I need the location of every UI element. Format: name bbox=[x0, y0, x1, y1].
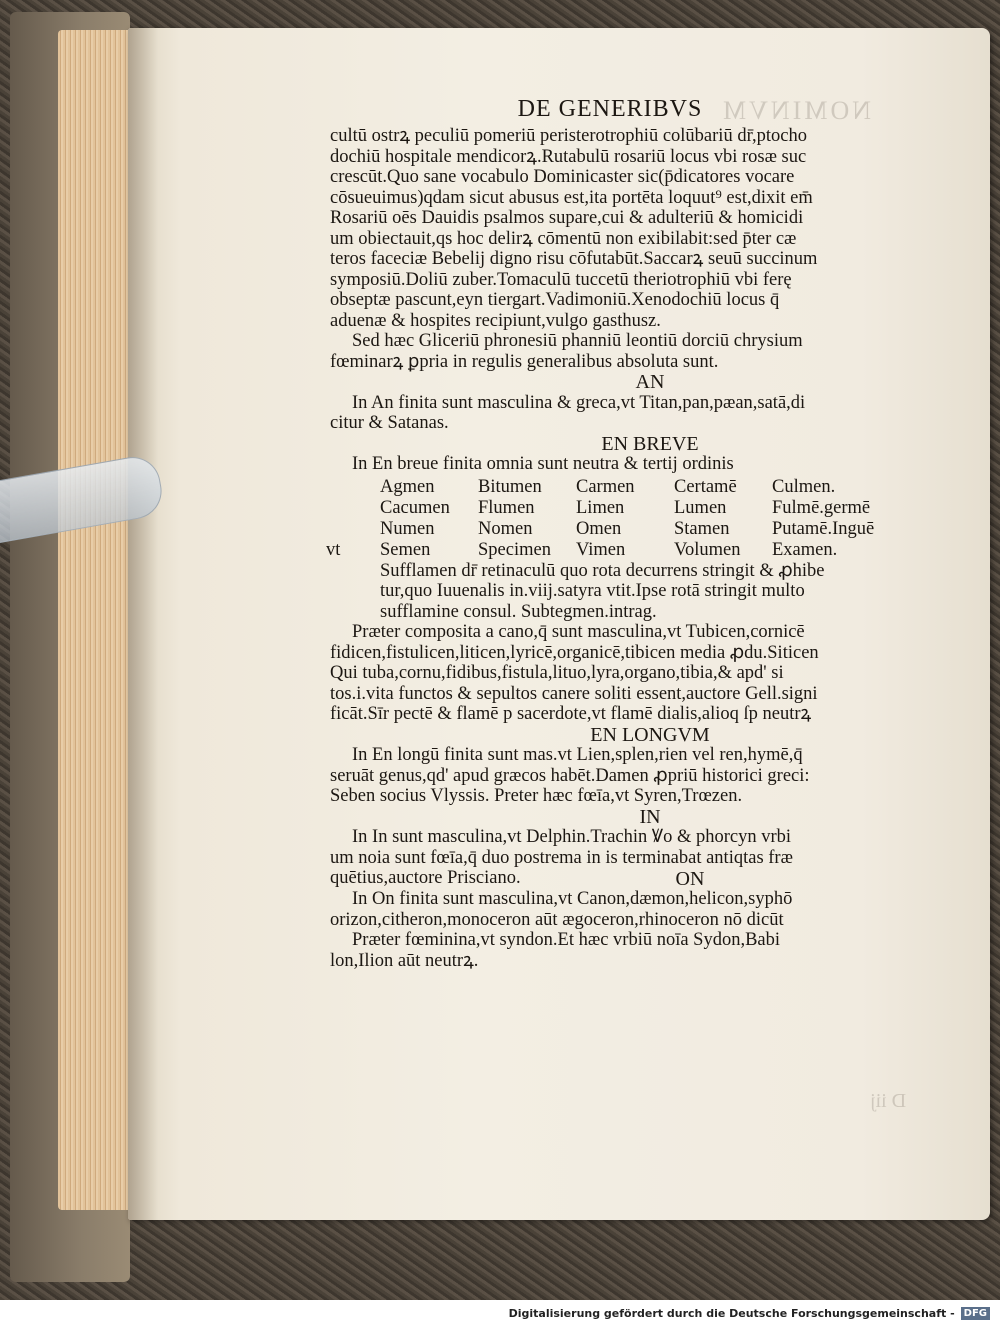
word-cell: Bitumen bbox=[478, 476, 542, 497]
text-line: tos.i.vita functos & sepultos canere soliti essent,auctore Gell.signi bbox=[330, 683, 818, 704]
word-cell: Specimen bbox=[478, 539, 551, 560]
word-cell: Putamē.Inguē bbox=[772, 518, 875, 539]
word-cell: Carmen bbox=[576, 476, 635, 497]
text-line: crescūt.Quo sane vocabulo Dominicaster sic(p̄dicatores vocare bbox=[330, 167, 795, 187]
word-cell: Omen bbox=[576, 518, 622, 539]
text-line: In En longū finita sunt mas.vt Lien,splen,rien vel ren,hymē,q̄ bbox=[352, 745, 803, 765]
paragraph-an bbox=[330, 393, 930, 434]
section-heading-on: ON bbox=[675, 867, 705, 890]
text-line: symposiū.Doliū zuber.Tomaculū tuccetū theriotrophiū vbi ferę bbox=[330, 269, 792, 290]
paragraph-on bbox=[330, 889, 930, 930]
text-line: um obiectauit,qs hoc delirꝝ cōmentū non exibilabit:sed p̄ter cæ bbox=[330, 228, 797, 249]
word-cell: Semen bbox=[380, 539, 431, 560]
dfg-logo: DFG bbox=[961, 1307, 990, 1320]
section-heading-in: IN bbox=[639, 805, 661, 828]
paragraph-sufflamen bbox=[330, 561, 930, 623]
word-cell: Stamen bbox=[674, 518, 730, 539]
word-cell: Vimen bbox=[576, 539, 626, 560]
text-line: tur,quo Iuuenalis in.viij.satyra vtit.Ipse rotā stringit multo bbox=[380, 581, 805, 601]
text-line: cōsueuimus)qdam sicut abusus est,ita portēta loquut⁹ est,dixit em̄ bbox=[330, 187, 813, 208]
paragraph-intro bbox=[330, 126, 930, 331]
word-table-row bbox=[380, 498, 930, 519]
page-text bbox=[326, 92, 930, 971]
bleed-through-head: NOMINVM bbox=[720, 96, 871, 125]
paragraph-en-longum bbox=[330, 745, 930, 807]
text-line: Seben socius Vlyssis. Preter hæc fœīa,vt Syren,Trœzen. bbox=[330, 786, 743, 806]
text-line: fœminarꝝ ꝑpria in regulis generalibus absoluta sunt. bbox=[330, 351, 719, 372]
text-line: um noia sunt fœīa,q̄ duo postrema in is terminabat antiqtas fræ bbox=[330, 847, 793, 868]
word-cell: Nomen bbox=[478, 518, 533, 539]
text-line: Præter fœminina,vt syndon.Et hæc vrbiū noīa Sydon,Babi bbox=[352, 930, 781, 950]
text-line: Rosariū oēs Dauidis psalmos supare,cui & adulteriū & homicidi bbox=[330, 208, 804, 228]
word-cell: Numen bbox=[380, 518, 435, 539]
word-cell: Cacumen bbox=[380, 497, 450, 518]
text-line: ficāt.Sīr pectē & flamē p sacerdote,vt flamē dialis,alioq ſp neutrꝝ bbox=[330, 704, 812, 724]
text-line: cultū ostrꝝ peculiū pomeriū peristerotrophiū colūbariū dr̄,ptocho bbox=[330, 126, 807, 146]
paragraph-glycerium bbox=[330, 331, 930, 372]
bleed-through-signature: D iij bbox=[870, 1090, 907, 1112]
text-line: orizon,citheron,monoceron aūt ægoceron,rhinoceron nō dicūt bbox=[330, 909, 784, 930]
text-line: quētius,auctore Prisciano. bbox=[330, 868, 521, 888]
section-heading-en-breve: EN BREVE bbox=[601, 432, 699, 455]
running-head: DE GENERIBVS bbox=[517, 96, 703, 122]
section-heading-en-longum: EN LONGVM bbox=[590, 723, 710, 746]
text-line: lon,Ilion aūt neutrꝝ. bbox=[330, 950, 479, 971]
footer-bar bbox=[0, 1300, 1000, 1327]
word-cell: Culmen. bbox=[772, 476, 836, 497]
word-cell: Fulmē.germē bbox=[772, 497, 871, 518]
section-heading-an: AN bbox=[635, 371, 665, 393]
paragraph-en-breve: In En breue finita omnia sunt neutra & tertij ordinis bbox=[352, 454, 734, 474]
paragraph-praeter bbox=[330, 622, 930, 725]
text-line: Sed hæc Gliceriū phronesiū phanniū leontiū dorciū chrysium bbox=[352, 331, 803, 351]
text-line: Sufflamen dr̄ retinaculū quo rota decurrens stringit & ꝓhibe bbox=[380, 560, 825, 581]
margin-marker: vt bbox=[326, 539, 341, 560]
text-line: obseptæ pascunt,eyn tiergart.Vadimoniū.Xenodochiū locus q̄ bbox=[330, 290, 780, 310]
text-line: Præter composita a cano,q̄ sunt masculina,vt Tubicen,cornicē bbox=[352, 622, 805, 642]
word-cell: Examen. bbox=[772, 539, 838, 560]
word-cell: Agmen bbox=[380, 476, 435, 497]
word-table-row bbox=[380, 519, 930, 540]
paragraph-praeter-foeminina bbox=[330, 930, 930, 971]
word-table-row bbox=[380, 477, 930, 498]
text-line: In In sunt masculina,vt Delphin.Trachin Ꝟo & phorcyn vrbi bbox=[352, 827, 792, 847]
text-line: In An finita sunt masculina & greca,vt Titan,pan,pæan,satā,di bbox=[352, 392, 806, 413]
text-line: dochiū hospitale mendicorꝝ.Rutabulū rosariū locus vbi rosæ suc bbox=[330, 146, 807, 167]
word-cell: Certamē bbox=[674, 476, 737, 497]
word-cell: Lumen bbox=[674, 497, 727, 518]
text-line: citur & Satanas. bbox=[330, 413, 449, 433]
text-line: sufflamine consul. Subtegmen.intrag. bbox=[380, 601, 657, 622]
text-line: In On finita sunt masculina,vt Canon,dæmon,helicon,syphō bbox=[352, 889, 793, 909]
word-cell: Limen bbox=[576, 497, 625, 518]
text-line: teros faceciæ Bebelij digno risu cōfutabūt.Saccarꝝ seuū succinum bbox=[330, 249, 818, 269]
text-line: aduenæ & hospites recipiunt,vulgo gasthusz. bbox=[330, 310, 661, 331]
text-line: fidicen,fistulicen,liticen,lyricē,organicē,tibicen media ꝓdu.Siticen bbox=[330, 642, 819, 663]
word-cell: Flumen bbox=[478, 497, 535, 518]
word-table bbox=[326, 476, 930, 561]
word-table-row bbox=[326, 539, 930, 561]
word-cell: Volumen bbox=[674, 539, 741, 560]
funding-credit: Digitalisierung gefördert durch die Deutsche Forschungsgemeinschaft - bbox=[508, 1307, 955, 1320]
text-line: seruāt genus,qd' apud græcos habēt.Damen ꝓpriū historici greci: bbox=[330, 765, 810, 786]
spine-shadow bbox=[128, 28, 158, 1220]
text-line: Qui tuba,cornu,fidibus,fistula,lituo,lyra,organo,tibia,& apd' si bbox=[330, 663, 784, 683]
